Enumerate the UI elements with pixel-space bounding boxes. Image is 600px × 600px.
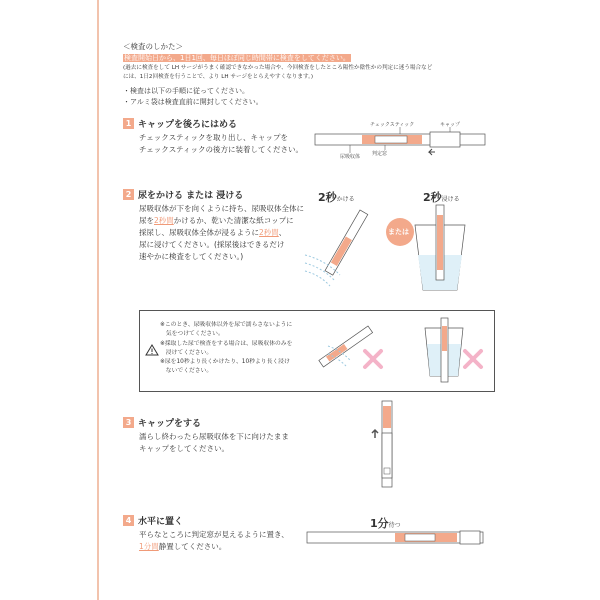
bullet-foil: ・アルミ袋は検査直前に開封してください。 [123, 98, 263, 106]
step3-number: 3 [123, 417, 134, 428]
page-margin-line [97, 0, 99, 600]
step2-title: 尿をかける または 浸ける [138, 191, 244, 201]
step3-illustration [360, 398, 410, 493]
cap-shape [430, 132, 460, 147]
badge-dip: 2秒浸ける [423, 191, 460, 204]
badge-pour: 2秒かける [318, 191, 355, 204]
label-stick: チェックスティック [370, 122, 415, 128]
step2-illustration [300, 195, 490, 300]
step1-title: キャップを後ろにはめる [138, 120, 238, 130]
x-mark-icon [465, 351, 481, 367]
step2-text: 尿吸収体が下を向くように持ち、尿吸収体全体に 尿を2秒間かけるか、乾いた清潔な紙コップに 採尿し、尿吸収体全体が浸るように2秒間、 尿に浸けてください。(採尿後はできるだけ 速やかに検査をしてください。) [139, 204, 304, 261]
highlight-line: 検査開始日から、1日1回、毎日ほぼ同じ時間帯に検査をしてください。 [124, 54, 350, 62]
or-label: または [388, 228, 409, 236]
window-area [375, 136, 407, 143]
step2-number: 2 [123, 189, 134, 200]
x-mark-icon [365, 351, 381, 367]
step4-illustration [305, 527, 485, 549]
step3-text: 濡らし終わったら尿吸収体を下に向けたまま キャップをしてください。 [139, 432, 289, 453]
step1-number: 1 [123, 118, 134, 129]
step3-heading [123, 416, 201, 429]
warning-box [139, 310, 495, 392]
step1-text: チェックスティックを取り出し、キャップを チェックスティックの後方に装着してください。 [139, 133, 303, 154]
step2-heading [123, 188, 243, 201]
arrow-up-icon [372, 430, 378, 438]
warning-illustration [318, 316, 490, 388]
page-title: ＜検査のしかた＞ [123, 42, 183, 51]
bullet-procedure: ・検査は以下の手順に従ってください。 [123, 87, 249, 95]
warning-icon [145, 344, 159, 356]
step4-number: 4 [123, 515, 134, 526]
step1-heading [123, 117, 237, 130]
arrow-left-icon [429, 149, 435, 155]
step3-title: キャップをする [138, 419, 202, 429]
badge-wait: 1分待つ [370, 517, 401, 530]
stick-pour [325, 210, 368, 275]
step4-title: 水平に置く [138, 517, 184, 527]
warning-text: ※このとき、尿吸収体以外を尿で濡らさないように 気をつけてください。 ※採取した尿で検査をする場合は、尿吸収体のみを 浸けてください。 ※尿を10秒より長くかけたり、10秒より長く浸け ないでください。 [160, 322, 293, 375]
label-absorber: 尿吸収体 [340, 154, 361, 160]
step4-text: 平らなところに判定窓が見えるように置き、 1分間静置してください。 [139, 530, 289, 551]
step4-heading [123, 514, 183, 527]
label-cap: キャップ [440, 122, 461, 128]
label-window: 判定窓 [372, 151, 388, 157]
header-note: (過去に検査をして LH サージがうまく確認できなかった場合や、今回検査をしたところ陽性か陰性かの判定に迷う場合など には、1日2回検査を行うことで、より LH サージをとらえやすくなります。) [123, 65, 433, 80]
